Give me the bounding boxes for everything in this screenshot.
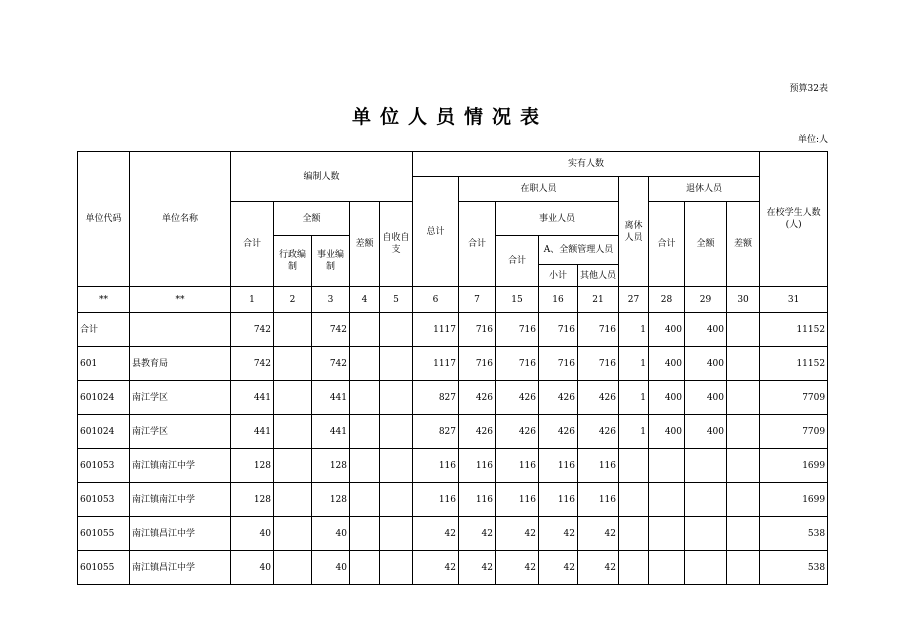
cell-retired-full — [685, 483, 727, 517]
cell-staffing-total: 128 — [231, 483, 274, 517]
cell-retired-full — [685, 551, 727, 585]
cell-staffing-total: 742 — [231, 347, 274, 381]
cell-other: 42 — [578, 517, 619, 551]
unit-label: 单位:人 — [797, 135, 828, 145]
cell-retired-total: 400 — [649, 347, 685, 381]
cell-in-service-total: 716 — [459, 313, 496, 347]
cell-retired-full: 400 — [685, 381, 727, 415]
cell-students: 7709 — [760, 381, 828, 415]
cell-in-service-total: 42 — [459, 551, 496, 585]
index-cell: 4 — [350, 287, 380, 313]
header-public-inst: 事业人员 — [496, 202, 619, 236]
cell-students: 11152 — [760, 347, 828, 381]
header-subtotal: 小计 — [539, 265, 578, 287]
cell-self-funded — [380, 551, 413, 585]
cell-unit-code: 601055 — [78, 551, 130, 585]
cell-admin-staff — [274, 415, 312, 449]
cell-staffing-total: 441 — [231, 415, 274, 449]
cell-unit-name: 南江学区 — [130, 381, 231, 415]
cell-staffing-total: 742 — [231, 313, 274, 347]
cell-retired-diff — [727, 313, 760, 347]
header-unit-name: 单位名称 — [130, 152, 231, 287]
cell-public-inst-total: 116 — [496, 483, 539, 517]
cell-retired-leave: 1 — [619, 415, 649, 449]
cell-grand-total: 1117 — [413, 347, 459, 381]
cell-grand-total: 827 — [413, 381, 459, 415]
index-cell: 27 — [619, 287, 649, 313]
index-cell: 3 — [312, 287, 350, 313]
cell-unit-name: 南江镇昌江中学 — [130, 551, 231, 585]
header-retired-total: 合计 — [649, 202, 685, 287]
cell-public-inst-total: 42 — [496, 551, 539, 585]
cell-inst-staff: 742 — [312, 347, 350, 381]
form-number: 预算32表 — [789, 84, 828, 94]
cell-unit-code: 601055 — [78, 517, 130, 551]
header-public-inst-total: 合计 — [496, 236, 539, 287]
cell-subtotal: 426 — [539, 415, 578, 449]
cell-subtotal: 716 — [539, 347, 578, 381]
cell-admin-staff — [274, 483, 312, 517]
cell-other: 426 — [578, 381, 619, 415]
index-cell: 21 — [578, 287, 619, 313]
table-row — [78, 381, 828, 415]
header-retired: 退休人员 — [649, 177, 760, 202]
table-row — [78, 415, 828, 449]
cell-inst-staff: 40 — [312, 517, 350, 551]
cell-in-service-total: 716 — [459, 347, 496, 381]
cell-admin-staff — [274, 551, 312, 585]
cell-unit-name — [130, 313, 231, 347]
index-cell: 31 — [760, 287, 828, 313]
cell-self-funded — [380, 381, 413, 415]
cell-public-inst-total: 116 — [496, 449, 539, 483]
cell-subtotal: 42 — [539, 517, 578, 551]
cell-retired-diff — [727, 449, 760, 483]
cell-retired-full: 400 — [685, 313, 727, 347]
cell-subtotal: 716 — [539, 313, 578, 347]
cell-inst-staff: 441 — [312, 381, 350, 415]
cell-unit-code: 601024 — [78, 381, 130, 415]
index-cell: 1 — [231, 287, 274, 313]
header-staffing-total: 合计 — [231, 202, 274, 287]
cell-other: 716 — [578, 347, 619, 381]
table-row — [78, 483, 828, 517]
cell-in-service-total: 116 — [459, 483, 496, 517]
index-cell: 7 — [459, 287, 496, 313]
cell-inst-staff: 128 — [312, 483, 350, 517]
index-cell: 15 — [496, 287, 539, 313]
header-staffing: 编制人数 — [231, 152, 413, 202]
cell-admin-staff — [274, 313, 312, 347]
table-row — [78, 313, 828, 347]
cell-staffing-total: 40 — [231, 551, 274, 585]
cell-diff — [350, 551, 380, 585]
table-row — [78, 517, 828, 551]
cell-inst-staff: 40 — [312, 551, 350, 585]
index-cell: 2 — [274, 287, 312, 313]
cell-admin-staff — [274, 449, 312, 483]
cell-retired-leave — [619, 517, 649, 551]
cell-retired-total — [649, 483, 685, 517]
cell-students: 1699 — [760, 449, 828, 483]
cell-retired-diff — [727, 483, 760, 517]
cell-retired-full: 400 — [685, 415, 727, 449]
cell-retired-full — [685, 517, 727, 551]
cell-retired-total — [649, 449, 685, 483]
cell-other: 42 — [578, 551, 619, 585]
cell-retired-leave: 1 — [619, 313, 649, 347]
cell-staffing-total: 441 — [231, 381, 274, 415]
cell-self-funded — [380, 483, 413, 517]
cell-other: 716 — [578, 313, 619, 347]
cell-unit-code: 合计 — [78, 313, 130, 347]
header-full-mgmt: A、全额管理人员 — [539, 236, 619, 265]
cell-inst-staff: 128 — [312, 449, 350, 483]
cell-retired-diff — [727, 381, 760, 415]
header-retired-diff: 差额 — [727, 202, 760, 287]
table-row — [78, 551, 828, 585]
header-in-service-total: 合计 — [459, 202, 496, 287]
header-students: 在校学生人数(人) — [760, 152, 828, 287]
cell-diff — [350, 381, 380, 415]
cell-students: 538 — [760, 517, 828, 551]
cell-unit-code: 601053 — [78, 449, 130, 483]
index-cell: 16 — [539, 287, 578, 313]
cell-retired-total: 400 — [649, 313, 685, 347]
cell-grand-total: 1117 — [413, 313, 459, 347]
header-retired-leave: 离休人员 — [619, 177, 649, 287]
staff-table — [77, 151, 828, 585]
cell-inst-staff: 441 — [312, 415, 350, 449]
cell-subtotal: 426 — [539, 381, 578, 415]
cell-admin-staff — [274, 347, 312, 381]
cell-staffing-total: 128 — [231, 449, 274, 483]
cell-other: 116 — [578, 483, 619, 517]
table-row — [78, 449, 828, 483]
cell-retired-leave — [619, 551, 649, 585]
header-inst-staff: 事业编制 — [312, 236, 350, 287]
index-cell: 28 — [649, 287, 685, 313]
cell-retired-diff — [727, 347, 760, 381]
cell-retired-diff — [727, 551, 760, 585]
cell-in-service-total: 426 — [459, 415, 496, 449]
table-body — [78, 313, 828, 585]
cell-other: 116 — [578, 449, 619, 483]
cell-self-funded — [380, 415, 413, 449]
cell-public-inst-total: 426 — [496, 381, 539, 415]
cell-self-funded — [380, 449, 413, 483]
cell-diff — [350, 483, 380, 517]
cell-self-funded — [380, 313, 413, 347]
cell-grand-total: 827 — [413, 415, 459, 449]
cell-public-inst-total: 716 — [496, 347, 539, 381]
header-retired-full: 全额 — [685, 202, 727, 287]
cell-subtotal: 116 — [539, 449, 578, 483]
index-cell: ** — [78, 287, 130, 313]
cell-unit-code: 601053 — [78, 483, 130, 517]
cell-subtotal: 42 — [539, 551, 578, 585]
index-cell: 5 — [380, 287, 413, 313]
cell-in-service-total: 42 — [459, 517, 496, 551]
cell-retired-leave: 1 — [619, 381, 649, 415]
cell-self-funded — [380, 517, 413, 551]
cell-retired-total: 400 — [649, 381, 685, 415]
cell-diff — [350, 313, 380, 347]
cell-retired-diff — [727, 415, 760, 449]
cell-retired-leave: 1 — [619, 347, 649, 381]
cell-unit-code: 601 — [78, 347, 130, 381]
table-row — [78, 347, 828, 381]
cell-unit-code: 601024 — [78, 415, 130, 449]
cell-admin-staff — [274, 381, 312, 415]
header-in-service: 在职人员 — [459, 177, 619, 202]
cell-grand-total: 116 — [413, 483, 459, 517]
cell-grand-total: 116 — [413, 449, 459, 483]
cell-diff — [350, 449, 380, 483]
cell-diff — [350, 415, 380, 449]
cell-retired-total — [649, 551, 685, 585]
cell-diff — [350, 347, 380, 381]
cell-inst-staff: 742 — [312, 313, 350, 347]
cell-admin-staff — [274, 517, 312, 551]
cell-unit-name: 南江镇南江中学 — [130, 449, 231, 483]
cell-unit-name: 南江镇昌江中学 — [130, 517, 231, 551]
cell-students: 1699 — [760, 483, 828, 517]
cell-grand-total: 42 — [413, 551, 459, 585]
cell-students: 538 — [760, 551, 828, 585]
index-cell: 6 — [413, 287, 459, 313]
cell-public-inst-total: 42 — [496, 517, 539, 551]
cell-retired-total: 400 — [649, 415, 685, 449]
cell-retired-full — [685, 449, 727, 483]
cell-unit-name: 南江镇南江中学 — [130, 483, 231, 517]
header-unit-code: 单位代码 — [78, 152, 130, 287]
cell-unit-name: 南江学区 — [130, 415, 231, 449]
cell-retired-total — [649, 517, 685, 551]
header-diff: 差额 — [350, 202, 380, 287]
cell-retired-leave — [619, 449, 649, 483]
cell-grand-total: 42 — [413, 517, 459, 551]
header-other: 其他人员 — [578, 265, 619, 287]
cell-diff — [350, 517, 380, 551]
index-cell: 30 — [727, 287, 760, 313]
cell-other: 426 — [578, 415, 619, 449]
cell-retired-full: 400 — [685, 347, 727, 381]
header-self-funded: 自收自支 — [380, 202, 413, 287]
page-title: 单位人员情况表 — [351, 106, 548, 128]
header-full: 全额 — [274, 202, 350, 236]
cell-self-funded — [380, 347, 413, 381]
cell-students: 7709 — [760, 415, 828, 449]
cell-in-service-total: 116 — [459, 449, 496, 483]
cell-students: 11152 — [760, 313, 828, 347]
index-cell: ** — [130, 287, 231, 313]
index-cell: 29 — [685, 287, 727, 313]
cell-unit-name: 县教育局 — [130, 347, 231, 381]
cell-public-inst-total: 716 — [496, 313, 539, 347]
header-admin-staff: 行政编制 — [274, 236, 312, 287]
header-grand-total: 总计 — [413, 177, 459, 287]
index-row — [78, 287, 828, 313]
header-actual: 实有人数 — [413, 152, 760, 177]
cell-in-service-total: 426 — [459, 381, 496, 415]
cell-staffing-total: 40 — [231, 517, 274, 551]
cell-subtotal: 116 — [539, 483, 578, 517]
cell-retired-diff — [727, 517, 760, 551]
cell-public-inst-total: 426 — [496, 415, 539, 449]
cell-retired-leave — [619, 483, 649, 517]
